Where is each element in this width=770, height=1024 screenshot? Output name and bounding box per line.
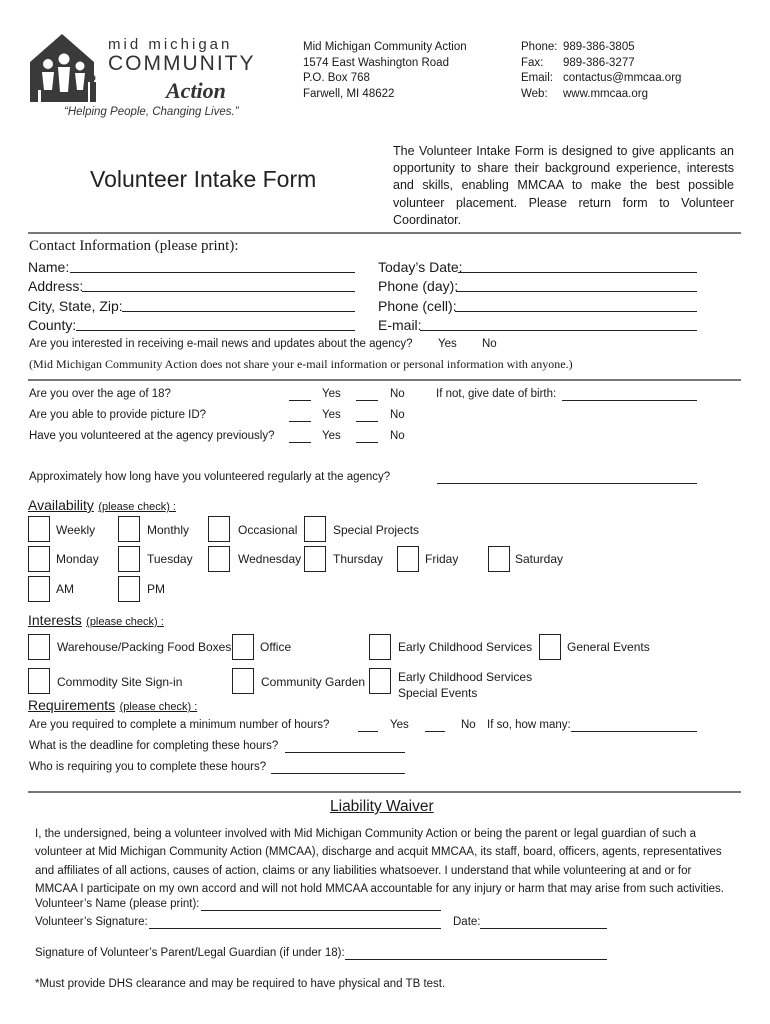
am-label: AM [56, 582, 74, 596]
early-childhood-checkbox[interactable] [369, 634, 391, 660]
occasional-label: Occasional [238, 523, 298, 537]
address-line: 1574 East Washington Road [303, 56, 449, 69]
deadline-question: What is the deadline for completing these hours? [29, 740, 279, 752]
saturday-checkbox[interactable] [488, 546, 510, 572]
email-field-label: E-mail: [378, 317, 422, 334]
interests-heading: Interests [28, 612, 82, 628]
wednesday-label: Wednesday [238, 552, 302, 566]
tuesday-label: Tuesday [147, 552, 193, 566]
privacy-note: (Mid Michigan Community Action does not share your e-mail information or personal information with anyone.) [29, 357, 573, 371]
volunteer-name-label: Volunteer’s Name (please print): [35, 898, 200, 910]
guardian-signature-input[interactable] [345, 959, 607, 960]
office-checkbox[interactable] [232, 634, 254, 660]
volunteer-signature-label: Volunteer’s Signature: [35, 916, 148, 928]
min-hours-yes-blank[interactable] [358, 731, 378, 732]
volunteer-name-input[interactable] [201, 910, 441, 911]
waiver-line: volunteer at Mid Michigan Community Action (MMCAA), discharge and acquit MMCAA, its staff, board, officers, agents, representatives [35, 846, 722, 859]
availability-hint: (please check) : [98, 501, 176, 513]
address-line: P.O. Box 768 [303, 72, 370, 85]
occasional-checkbox[interactable] [208, 516, 230, 542]
email-question: Are you interested in receiving e-mail news and updates about the agency? [29, 338, 413, 350]
tuesday-checkbox[interactable] [118, 546, 140, 572]
thursday-checkbox[interactable] [304, 546, 326, 572]
logo-line2: COMMUNITY [108, 52, 256, 75]
pm-checkbox[interactable] [118, 576, 140, 602]
interests-hint: (please check) : [86, 616, 164, 628]
waiver-line: and affiliates of all actions, causes of action, claims or any liabilities whatsoever. I understand that while volunteering at and or for [35, 864, 692, 877]
name-field-label: Name: [28, 259, 70, 275]
email-no-option[interactable]: No [482, 338, 497, 350]
contact-value: contactus@mmcaa.org [563, 72, 682, 85]
id-yes-label: Yes [322, 409, 341, 421]
early-childhood-label: Early Childhood Services [398, 640, 533, 654]
phone-day-input[interactable] [456, 291, 697, 292]
prev-yes-blank[interactable] [289, 442, 311, 443]
id-no-blank[interactable] [356, 421, 378, 422]
agency-address [303, 40, 467, 102]
phone-day-field-label: Phone (day): [378, 278, 459, 295]
dob-input[interactable] [562, 400, 697, 401]
logo-tagline: “Helping People, Changing Lives.” [64, 106, 239, 118]
prev-no-label: No [390, 430, 405, 442]
how-many-label: If so, how many: [487, 719, 571, 731]
age-no-blank[interactable] [356, 400, 378, 401]
who-requiring-input[interactable] [271, 773, 405, 774]
name-input[interactable] [70, 272, 355, 273]
am-checkbox[interactable] [28, 576, 50, 602]
requirements-hint: (please check) : [119, 701, 198, 713]
signature-date-input[interactable] [480, 928, 607, 929]
monday-label: Monday [56, 552, 99, 566]
contact-value: 989-386-3277 [563, 56, 635, 69]
how-long-question: Approximately how long have you volunteered regularly at the agency? [29, 471, 391, 483]
commodity-label: Commodity Site Sign-in [57, 675, 183, 689]
friday-checkbox[interactable] [397, 546, 419, 572]
age-yes-blank[interactable] [289, 400, 311, 401]
prev-no-blank[interactable] [356, 442, 378, 443]
divider [28, 791, 741, 793]
weekly-label: Weekly [56, 523, 96, 537]
thursday-label: Thursday [333, 552, 384, 566]
early-childhood-events-line1: Early Childhood Services [398, 670, 533, 684]
age-question: Are you over the age of 18? [29, 388, 171, 400]
guardian-signature-label: Signature of Volunteer’s Parent/Legal Guardian (if under 18): [35, 947, 345, 959]
min-hours-no-label: No [461, 719, 476, 731]
contact-value: 989-386-3805 [563, 41, 635, 53]
friday-label: Friday [425, 552, 459, 566]
id-no-label: No [390, 409, 405, 421]
who-requiring-question: Who is requiring you to complete these hours? [29, 761, 267, 773]
logo [30, 32, 270, 124]
address-line: Farwell, MI 48622 [303, 87, 395, 100]
volunteered-question: Have you volunteered at the agency previously? [29, 430, 275, 442]
requirements-heading: Requirements [28, 697, 116, 713]
dob-label: If not, give date of birth: [436, 388, 557, 400]
contact-label: Web: [521, 87, 548, 100]
garden-label: Community Garden [261, 675, 366, 689]
min-hours-yes-label: Yes [390, 719, 409, 731]
prev-yes-label: Yes [322, 430, 341, 442]
address-field-label: Address: [28, 278, 84, 295]
commodity-checkbox[interactable] [28, 668, 50, 694]
phone-cell-field-label: Phone (cell): [378, 297, 457, 314]
divider [28, 379, 741, 381]
warehouse-checkbox[interactable] [28, 634, 50, 660]
general-events-checkbox[interactable] [539, 634, 561, 660]
phone-cell-input[interactable] [455, 311, 697, 312]
contact-label: Fax: [521, 56, 544, 69]
min-hours-no-blank[interactable] [425, 731, 445, 732]
how-long-input[interactable] [437, 483, 697, 484]
address-line: Mid Michigan Community Action [303, 41, 467, 53]
date-input[interactable] [458, 272, 697, 273]
divider [28, 232, 741, 234]
logo-line1: mid michigan [108, 36, 233, 53]
wednesday-checkbox[interactable] [208, 546, 230, 572]
signature-date-label: Date: [453, 916, 481, 928]
monthly-label: Monthly [147, 523, 190, 537]
early-childhood-events-checkbox[interactable] [369, 668, 391, 694]
waiver-line: I, the undersigned, being a volunteer involved with Mid Michigan Community Action or being the parent or legal guardian of such a [35, 828, 697, 840]
age-no-label: No [390, 388, 405, 400]
saturday-label: Saturday [515, 552, 564, 566]
city-input[interactable] [122, 311, 355, 312]
general-events-label: General Events [567, 640, 650, 654]
contact-value: www.mmcaa.org [563, 87, 648, 100]
waiver-text [35, 825, 724, 898]
weekly-checkbox[interactable] [28, 516, 50, 542]
monday-checkbox[interactable] [28, 546, 50, 572]
pm-label: PM [147, 582, 165, 596]
logo-line3: Action [166, 78, 226, 103]
address-input[interactable] [82, 291, 355, 292]
email-input[interactable] [420, 330, 697, 331]
warehouse-label: Warehouse/Packing Food Boxes [57, 640, 232, 654]
how-many-input[interactable] [571, 731, 697, 732]
early-childhood-events-line2: Special Events [398, 685, 478, 700]
footnote: *Must provide DHS clearance and may be required to have physical and TB test. [35, 978, 446, 990]
deadline-input[interactable] [285, 752, 405, 753]
garden-checkbox[interactable] [232, 668, 254, 694]
id-yes-blank[interactable] [289, 421, 311, 422]
county-input[interactable] [76, 330, 355, 331]
special-projects-label: Special Projects [333, 523, 420, 537]
city-field-label: City, State, Zip: [28, 297, 123, 314]
age-yes-label: Yes [322, 388, 341, 400]
volunteer-signature-input[interactable] [149, 928, 441, 929]
special-projects-checkbox[interactable] [304, 516, 326, 542]
waiver-heading: Liability Waiver [330, 798, 434, 815]
county-field-label: County: [28, 317, 77, 334]
id-question: Are you able to provide picture ID? [29, 409, 207, 421]
office-label: Office [260, 640, 292, 654]
agency-contact [521, 40, 681, 102]
early-childhood-events-label [398, 670, 532, 701]
waiver-line: MMCAA I participate on my own accord and will not hold MMCAA accountable for any injury or harm that may arise from such activities. [35, 882, 725, 895]
min-hours-question: Are you required to complete a minimum number of hours? [29, 719, 330, 731]
monthly-checkbox[interactable] [118, 516, 140, 542]
date-field-label: Today’s Date: [378, 259, 463, 275]
contact-label: Phone: [521, 41, 558, 53]
contact-label: Email: [521, 72, 553, 85]
form-title: Volunteer Intake Form [90, 166, 317, 192]
form-intro: The Volunteer Intake Form is designed to give applicants an opportunity to share their background experience, interests and skills, enabling MMCAA to make the best possible volunteer placement. Please return form to Volunteer Coordinator. [393, 144, 734, 227]
contact-heading: Contact Information (please print): [29, 238, 239, 254]
availability-heading: Availability [28, 497, 94, 513]
email-yes-option[interactable]: Yes [438, 338, 457, 350]
